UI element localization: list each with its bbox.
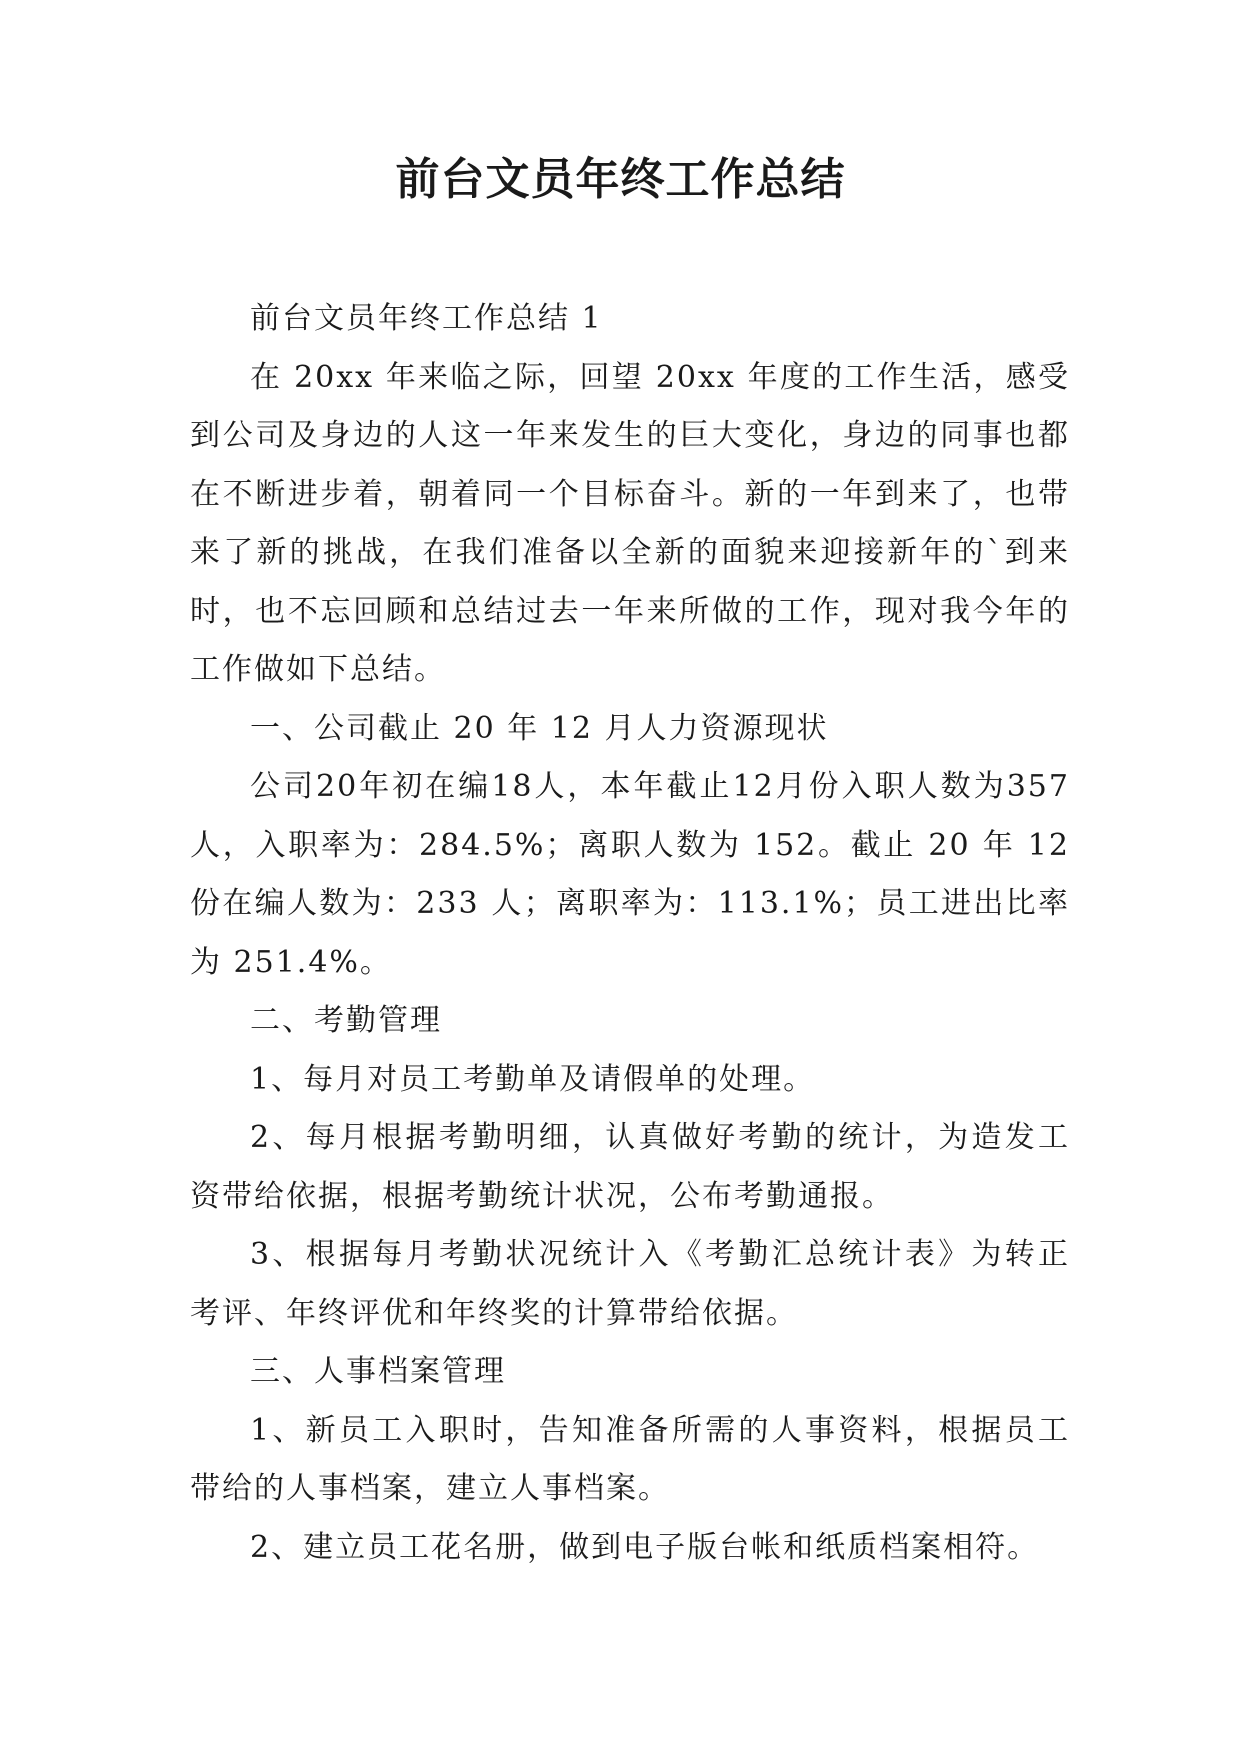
subtitle-paragraph: 前台文员年终工作总结 1	[250, 301, 603, 336]
attendance-item-3: 3、根据每月考勤状况统计入《考勤汇总统计表》为转正考评、年终评优和年终奖的计算带给依据。	[190, 1237, 1070, 1331]
personnel-files-item-1: 1、新员工入职时，告知准备所需的人事资料，根据员工带给的人事档案，建立人事档案。	[190, 1412, 1070, 1506]
document-body	[190, 290, 1070, 1577]
document-title: 前台文员年终工作总结	[395, 154, 846, 205]
section-heading-attendance: 二、考勤管理	[250, 1003, 442, 1038]
section-heading-hr-status: 一、公司截止 20 年 12 月人力资源现状	[250, 710, 829, 746]
hr-status-paragraph: 公司20年初在编18人，本年截止12月份入职人数为357人，入职率为：284.5%；离职人数为 152。截止 20 年 12 份在编人数为：233 人；离职率为：113.1%；员工进出比率为 251.4%。	[190, 769, 1070, 980]
attendance-item-2: 2、每月根据考勤明细，认真做好考勤的统计，为造发工资带给依据，根据考勤统计状况，公布考勤通报。	[190, 1120, 1070, 1214]
attendance-item-1: 1、每月对员工考勤单及请假单的处理。	[250, 1061, 816, 1097]
personnel-files-item-2: 2、建立员工花名册，做到电子版台帐和纸质档案相符。	[250, 1529, 1040, 1565]
section-heading-personnel-files: 三、人事档案管理	[250, 1354, 506, 1389]
intro-paragraph: 在 20xx 年来临之际，回望 20xx 年度的工作生活，感受到公司及身边的人这一年来发生的巨大变化，身边的同事也都在不断进步着，朝着同一个目标奋斗。新的一年到来了，也带来了新的挑战，在我们准备以全新的面貌来迎接新年的`到来时，也不忘回顾和总结过去一年来所做的工作，现对我今年的工作做如下总结。	[190, 359, 1070, 687]
